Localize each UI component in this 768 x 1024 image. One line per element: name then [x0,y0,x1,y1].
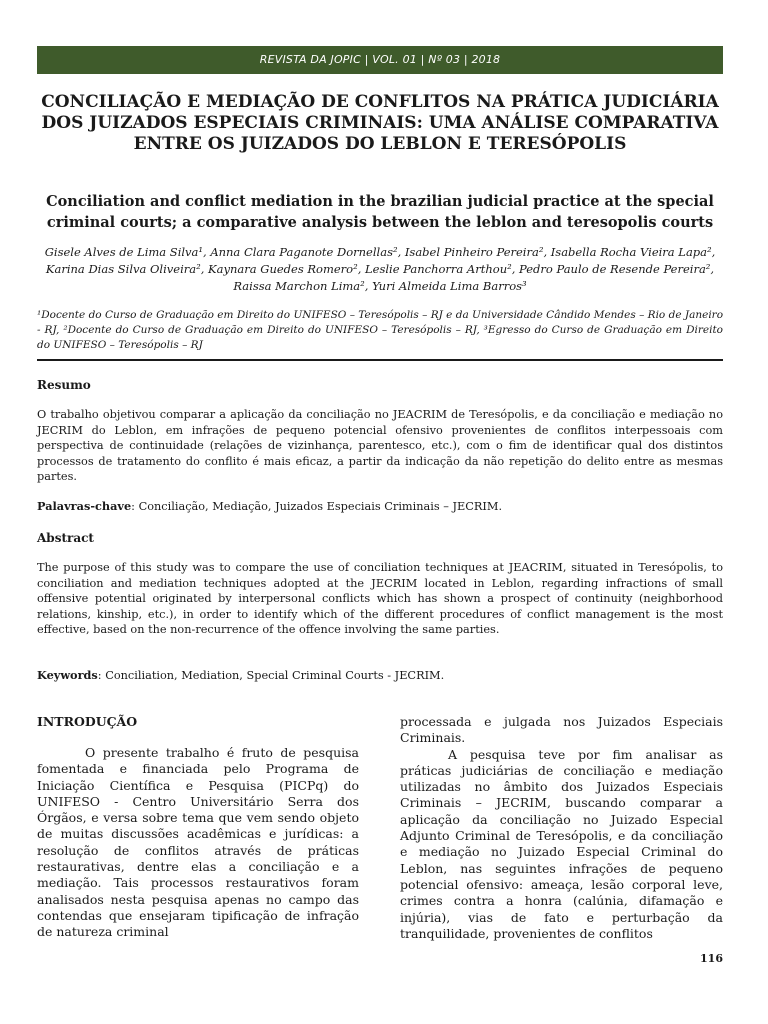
body-column-left [37,714,359,941]
introducao-heading: INTRODUÇÃO [37,714,138,729]
article-subtitle-english: Conciliation and conflict mediation in the brazilian judicial practice at the special criminal courts; a comparative analysis between the leblon and teresopolis courts [46,193,714,231]
resumo-heading: Resumo [37,378,91,392]
palavras-chave-label: Palavras-chave [37,499,132,513]
keywords-label: Keywords [37,668,98,682]
intro-continuation: processada e julgada nos Juizados Especiais Criminais. [400,714,723,746]
intro-paragraph: O presente trabalho é fruto de pesquisa fomentada e financiada pelo Programa de Iniciação Científica e Pesquisa (PICPq) do UNIFESO - Centro Universitário Serra dos Órgãos, e versa sobre tema que vem sendo objeto de muitas discussões acadêmicas e jurídicas: a resolução de conflitos através de práticas restaurativas, dentre elas a conciliação e a mediação. Tais processos restaurativos foram analisados nesta pesquisa apenas no campo das contendas que ensejaram tipificação de infração de natureza criminal [37,745,359,940]
abstract-text: The purpose of this study was to compare the use of conciliation techniques at JEACRIM, situated in Teresópolis, to conciliation and mediation techniques adopted at the JECRIM located in Leblon, regarding infractions of small offensive potential originated by interpersonal conflicts which has shown a prospect of continuity (neighborhood relations, kinship, etc.), in order to identify which of the different procedures of conflict management is the most effective, based on the non-recurrence of the offence involving the same parties. [37,561,723,636]
keywords-values: : Conciliation, Mediation, Special Criminal Courts - JECRIM. [97,669,445,682]
research-paragraph: A pesquisa teve por fim analisar as práticas judiciárias de conciliação e mediação utilizadas no âmbito dos Juizados Especiais Criminais – JECRIM, buscando comparar a aplicação da conciliação no Juizado Especial Adjunto Criminal de Teresópolis, e da conciliação e mediação no Juizado Especial Criminal do Leblon, nas seguintes infrações de pequeno potencial ofensivo: ameaça, lesão corporal leve, crimes contra a honra (calúnia, difamação e injúria), vias de fato e perturbação da tranquilidade, provenientes de conflitos [400,746,723,941]
author-list: Gisele Alves de Lima Silva¹, Anna Clara Paganote Dornellas², Isabel Pinheiro Pereira², Isabella Rocha Vieira Lapa², Karina Dias Silva Oliveira², Kaynara Guedes Romero², Leslie Panchorra Arthou², Pedro Paulo de Resende Pereira², Raissa Marchon Lima², Yuri Almeida Lima Barros³ [44,245,716,293]
body-column-right [400,714,723,942]
article-title: CONCILIAÇÃO E MEDIAÇÃO DE CONFLITOS NA PRÁTICA JUDICIÁRIA DOS JUIZADOS ESPECIAIS CRIMINAIS: UMA ANÁLISE COMPARATIVA ENTRE OS JUIZADOS DO LEBLON E TERESÓPOLIS [41,92,719,154]
page-number: 116 [700,952,723,965]
header-divider [37,359,723,361]
abstract-heading: Abstract [37,531,94,545]
palavras-chave-values: : Conciliação, Mediação, Juizados Especiais Criminais – JECRIM. [131,500,503,513]
journal-header-banner [37,46,723,74]
author-affiliations: ¹Docente do Curso de Graduação em Direito do UNIFESO – Teresópolis – RJ e da Universidade Cândido Mendes – Rio de Janeiro - RJ, ²Docente do Curso de Graduação em Direito do UNIFESO – Teresópolis – RJ, ³Egresso do Curso de Graduação em Direito do UNIFESO – Teresópolis – RJ [37,309,724,351]
palavras-chave [37,499,723,515]
journal-header-text: REVISTA DA JOPIC | VOL. 01 | Nº 03 | 2018 [259,53,501,66]
resumo-text: O trabalho objetivou comparar a aplicação da conciliação no JEACRIM de Teresópolis, e da conciliação e mediação no JECRIM do Leblon, em infrações de pequeno potencial ofensivo provenientes de conflitos interpessoais com perspectiva de continuidade (relações de vizinhança, parentesco, etc.), com o fim de identificar qual dos distintos processos de tratamento do conflito é mais eficaz, a partir da indicação da não repetição do delito entre as mesmas partes. [37,408,723,483]
keywords [37,668,723,684]
